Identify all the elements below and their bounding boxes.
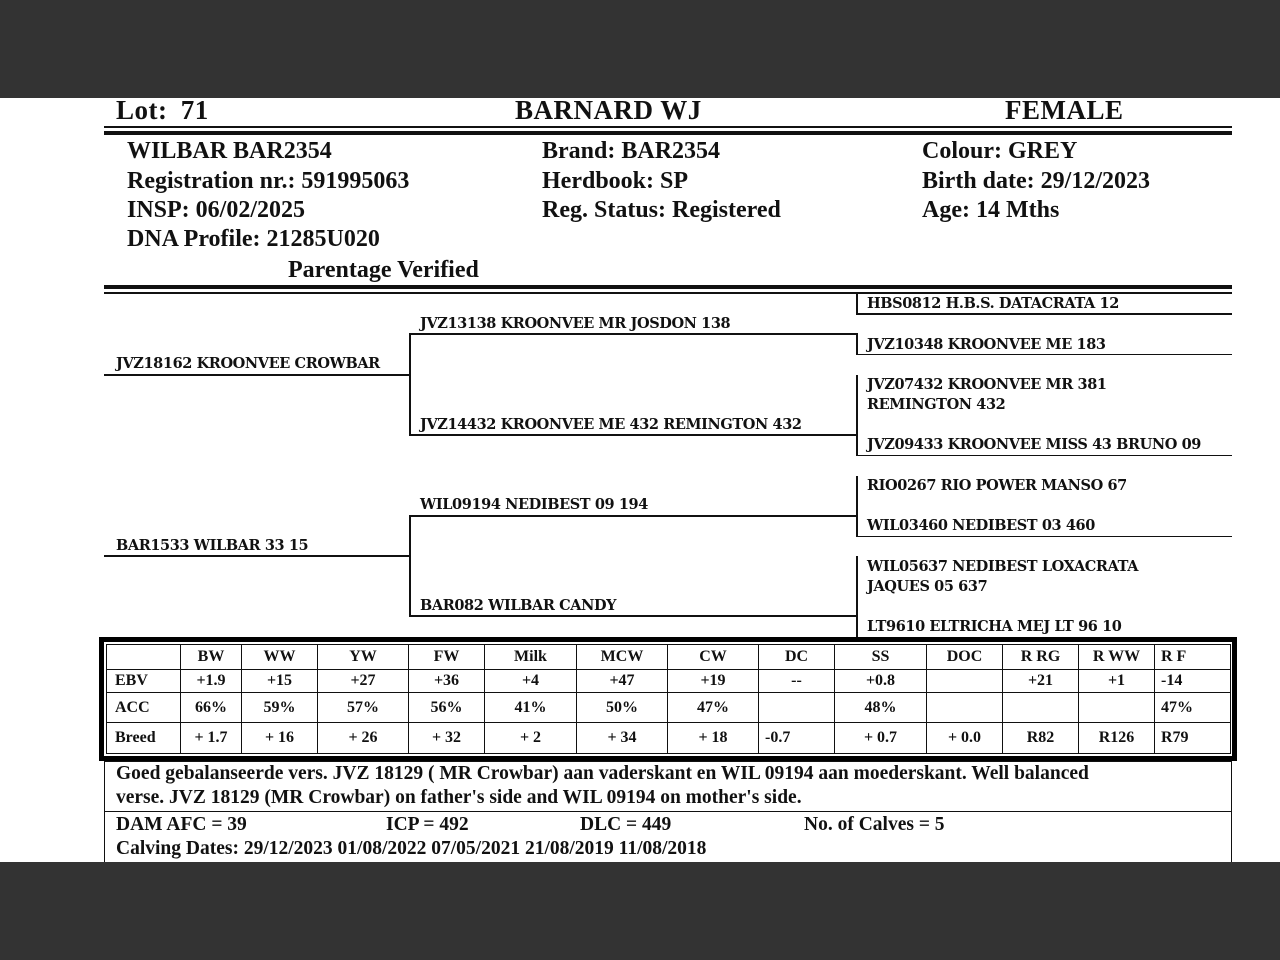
ebv-cell: 57% [318,693,409,723]
gg2-line [856,354,1232,355]
great-grandparent-4: JVZ09433 KROONVEE MISS 43 BRUNO 09 [867,436,1201,453]
calving-dates: Calving Dates: 29/12/2023 01/08/2022 07/05/2021 21/08/2019 11/08/2018 [116,838,707,859]
sire-dam: JVZ14432 KROONVEE ME 432 REMINGTON 432 [420,416,802,433]
ebv-cell: 47% [1155,693,1231,723]
ebv-cell: R126 [1079,723,1155,754]
ebv-column-header: CW [668,645,759,670]
ebv-header-row [107,645,1231,670]
dna-profile: DNA Profile: 21285U020 [127,226,380,252]
ebv-cell: + 18 [668,723,759,754]
gg7-bracket [856,556,858,616]
age: Age: 14 Mths [922,197,1060,223]
dam-bracket [409,515,411,616]
great-grandparent-8: LT9610 ELTRICHA MEJ LT 96 10 [867,618,1122,635]
seller-name: BARNARD WJ [515,98,702,125]
sire-sire-line [409,333,856,335]
ebv-cell: +36 [409,670,485,693]
gg3-line1: JVZ07432 KROONVEE MR 381 [867,376,1107,393]
ebv-column-header: FW [409,645,485,670]
ebv-cell: + 0.7 [835,723,927,754]
herdbook: Herdbook: SP [542,168,689,194]
ebv-cell: +4 [485,670,577,693]
ebv-cell [927,670,1003,693]
ebv-column-header: WW [242,645,318,670]
header-divider-thick [104,131,1232,135]
lot-label-text: Lot: [116,98,168,125]
gg4-bracket [856,434,858,456]
ebv-row-label: EBV [107,670,181,693]
comment-line-1: Goed gebalanseerde vers. JVZ 18129 ( MR Crowbar) aan vaderskant en WIL 09194 aan moederskant. Well balanced [116,763,1089,784]
ebv-cell [927,693,1003,723]
gg2-bracket [856,333,858,355]
dam-icp: ICP = 492 [386,814,469,835]
ebv-cell: + 16 [242,723,318,754]
dam-afc: DAM AFC = 39 [116,814,247,835]
birth-date: Birth date: 29/12/2023 [922,168,1150,194]
sire-bracket [409,333,411,435]
ebv-cell: +0.8 [835,670,927,693]
ebv-cell: 56% [409,693,485,723]
registration-number: Registration nr.: 591995063 [127,168,410,194]
ebv-column-header: YW [318,645,409,670]
ebv-cell: + 2 [485,723,577,754]
gg5-bracket [856,476,858,516]
lot-number: 71 [180,98,209,125]
ebv-column-header: Milk [485,645,577,670]
gg7-line2: JAQUES 05 637 [867,578,988,595]
ebv-column-header: R RG [1003,645,1079,670]
ebv-table [106,644,1231,754]
inspection-date: INSP: 06/02/2025 [127,197,306,223]
ebv-cell: + 1.7 [181,723,242,754]
parentage-status: Parentage Verified [288,257,479,283]
sire-line [104,374,409,376]
dam-dam-line [409,615,856,617]
dam: BAR1533 WILBAR 33 15 [116,537,309,554]
dam-sire: WIL09194 NEDIBEST 09 194 [420,496,648,513]
ebv-cell: -0.7 [759,723,835,754]
ebv-cell: 59% [242,693,318,723]
gg6-bracket [856,515,858,537]
ebv-cell: +27 [318,670,409,693]
ebv-cell: + 26 [318,723,409,754]
lot-label [116,98,209,125]
gg8-bracket [856,615,858,637]
pedigree-divider-thick [104,285,1232,289]
great-grandparent-6: WIL03460 NEDIBEST 03 460 [867,517,1095,534]
colour: Colour: GREY [922,138,1078,164]
brand: Brand: BAR2354 [542,138,721,164]
ebv-cell: +15 [242,670,318,693]
ebv-column-header: SS [835,645,927,670]
comment-line-2: verse. JVZ 18129 (MR Crowbar) on father's side and WIL 09194 on mother's side. [116,787,802,808]
ebv-corner-cell [107,645,181,670]
header-divider-thin [104,126,1232,128]
gg3-bracket [856,375,858,435]
ebv-cell: -14 [1155,670,1231,693]
great-grandparent-5: RIO0267 RIO POWER MANSO 67 [867,477,1127,494]
dam-dam: BAR082 WILBAR CANDY [420,597,617,614]
ebv-cell: + 32 [409,723,485,754]
ebv-cell [759,693,835,723]
ebv-cell: + 0.0 [927,723,1003,754]
ebv-cell [1003,693,1079,723]
gg4-line [856,455,1232,456]
gg1-line [856,313,1232,315]
ebv-cell [1079,693,1155,723]
gg1-bracket [856,294,858,314]
ebv-cell: 41% [485,693,577,723]
sire: JVZ18162 KROONVEE CROWBAR [116,355,380,372]
ebv-cell: +1.9 [181,670,242,693]
ebv-cell: R79 [1155,723,1231,754]
sire-sire: JVZ13138 KROONVEE MR JOSDON 138 [420,315,731,332]
catalog-page [0,98,1280,862]
ebv-cell: R82 [1003,723,1079,754]
gg7-line1: WIL05637 NEDIBEST LOXACRATA [867,558,1139,575]
dam-line [104,555,409,557]
ebv-column-header: DOC [927,645,1003,670]
ebv-row-label: ACC [107,693,181,723]
ebv-column-header: R F [1155,645,1231,670]
ebv-row-label: Breed [107,723,181,754]
ebv-cell: 47% [668,693,759,723]
ebv-row-breed [107,723,1231,754]
ebv-column-header: MCW [577,645,668,670]
ebv-column-header: R WW [1079,645,1155,670]
registration-status: Reg. Status: Registered [542,197,781,223]
ebv-cell: 48% [835,693,927,723]
ebv-cell: + 34 [577,723,668,754]
dam-sire-line [409,515,856,517]
animal-name: WILBAR BAR2354 [127,138,332,164]
comments-divider [105,811,1232,812]
ebv-cell: 50% [577,693,668,723]
comments-box [104,761,1232,862]
gg3-line2: REMINGTON 432 [867,396,1006,413]
gg6-line [856,536,1232,537]
sire-dam-line [409,434,856,436]
great-grandparent-7 [867,557,1138,597]
ebv-cell: +19 [668,670,759,693]
ebv-cell: +47 [577,670,668,693]
dam-dlc: DLC = 449 [580,814,672,835]
number-of-calves: No. of Calves = 5 [804,814,945,835]
ebv-cell: +1 [1079,670,1155,693]
ebv-cell: +21 [1003,670,1079,693]
great-grandparent-3 [867,375,1107,415]
ebv-row-ebv [107,670,1231,693]
ebv-row-acc [107,693,1231,723]
ebv-cell: 66% [181,693,242,723]
great-grandparent-2: JVZ10348 KROONVEE ME 183 [867,336,1106,353]
ebv-column-header: DC [759,645,835,670]
great-grandparent-1: HBS0812 H.B.S. DATACRATA 12 [867,295,1119,312]
ebv-cell: -- [759,670,835,693]
animal-sex: FEMALE [1005,98,1124,125]
ebv-column-header: BW [181,645,242,670]
